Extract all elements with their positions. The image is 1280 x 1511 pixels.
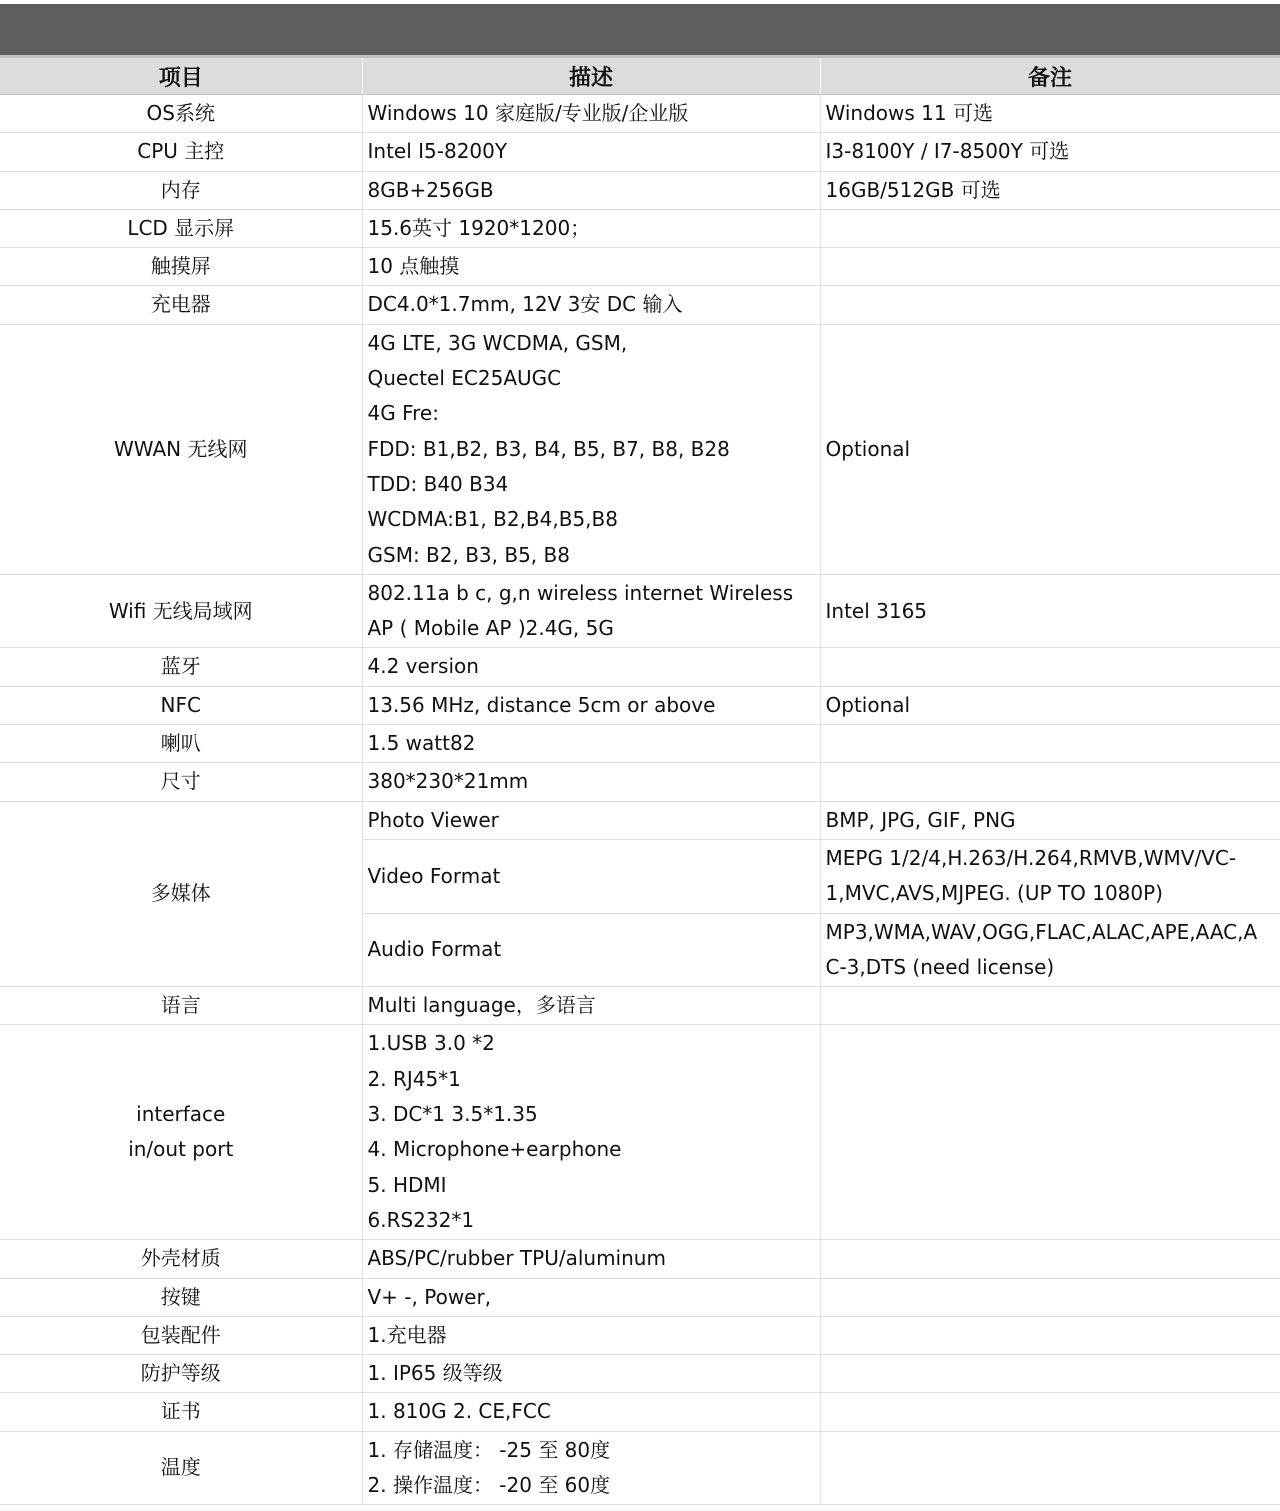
item-cell [0, 1240, 362, 1278]
description-cell [362, 324, 820, 574]
item-cell [0, 286, 362, 324]
description-cell-line: 2. RJ45*1 [367, 1066, 461, 1091]
description-cell-line: 4G Fre: [367, 401, 439, 426]
note-cell-line [826, 726, 1277, 761]
description-cell [362, 801, 820, 839]
note-cell [820, 1355, 1280, 1393]
item-cell [0, 686, 362, 724]
note-cell-line: BMP, JPG, GIF, PNG [825, 807, 1016, 832]
description-cell-line: 1. 810G 2. CE,FCC [367, 1399, 551, 1424]
note-cell [820, 574, 1280, 648]
description-cell-line: FDD: B1,B2, B3, B4, B5, B7, B8, B28 [367, 436, 730, 461]
item-cell-line: 语言 [160, 993, 201, 1018]
description-cell [362, 574, 820, 648]
description-cell-line: Windows 10 家庭版/专业版/企业版 [367, 101, 689, 125]
table-row [0, 574, 1280, 648]
description-cell-line: GSM: B2, B3, B5, B8 [367, 542, 570, 567]
note-cell-line [826, 211, 1277, 246]
item-cell [0, 1278, 362, 1316]
note-cell-line: I3-8100Y / I7-8500Y 可选 [825, 139, 1070, 164]
note-cell [820, 1316, 1280, 1354]
description-cell-line: ABS/PC/rubber TPU/aluminum [367, 1246, 666, 1271]
note-cell-line: MEPG 1/2/4,H.263/H.264,RMVB,WMV/VC- [825, 845, 1237, 870]
description-cell-line: 2. 操作温度： -20 至 60度 [367, 1472, 611, 1497]
table-row [0, 209, 1280, 247]
description-cell-line: 1.5 watt82 [367, 731, 476, 756]
note-cell [820, 95, 1280, 133]
description-cell [362, 1316, 820, 1354]
note-cell-line [826, 764, 1277, 799]
item-cell [0, 1025, 362, 1240]
item-cell [0, 1431, 362, 1505]
item-cell-line: WWAN 无线网 [114, 436, 248, 461]
table-row [0, 1240, 1280, 1278]
item-cell-line: NFC [160, 692, 201, 717]
table-row [0, 1025, 1280, 1240]
description-cell [362, 1025, 820, 1240]
note-cell [820, 913, 1280, 987]
item-cell-line: 充电器 [150, 292, 211, 317]
item-cell-line: CPU 主控 [137, 139, 225, 164]
header-note: 备注 [820, 58, 1280, 95]
description-cell [362, 95, 820, 133]
note-cell-line [826, 1318, 1277, 1353]
description-cell-line: 10 点触摸 [367, 254, 460, 279]
description-cell-line: Audio Format [367, 937, 502, 962]
description-cell-line: 1.充电器 [367, 1322, 447, 1347]
note-cell [820, 324, 1280, 574]
note-cell-line [826, 249, 1277, 284]
note-cell-line [826, 1394, 1277, 1429]
description-cell-line: 6.RS232*1 [367, 1207, 475, 1232]
table-row [0, 725, 1280, 763]
description-cell-line: 1.USB 3.0 *2 [367, 1031, 495, 1056]
note-cell-line: Intel 3165 [825, 598, 928, 623]
table-row [0, 133, 1280, 171]
note-cell [820, 801, 1280, 839]
description-cell [362, 1431, 820, 1505]
item-cell [0, 248, 362, 286]
description-cell-line: Photo Viewer [367, 807, 499, 832]
description-cell-line: 8GB+256GB [367, 177, 494, 202]
note-cell [820, 286, 1280, 324]
note-cell [820, 725, 1280, 763]
description-cell-line: V+ -, Power, [367, 1284, 492, 1309]
note-cell-line [826, 1280, 1277, 1315]
spec-table [0, 58, 1280, 1505]
note-cell-line: Optional [825, 436, 911, 461]
table-row [0, 286, 1280, 324]
note-cell-line [826, 1115, 1277, 1150]
table-row [0, 648, 1280, 686]
table-row [0, 95, 1280, 133]
table-row [0, 171, 1280, 209]
note-cell-line: Optional [825, 692, 911, 717]
item-cell [0, 763, 362, 801]
item-cell-line: LCD 显示屏 [127, 215, 235, 240]
description-cell-line: 4G LTE, 3G WCDMA, GSM, [367, 330, 628, 355]
note-cell [820, 209, 1280, 247]
note-cell [820, 686, 1280, 724]
item-cell [0, 171, 362, 209]
description-cell-line: Quectel EC25AUGC [367, 366, 562, 391]
item-cell [0, 133, 362, 171]
table-row [0, 1355, 1280, 1393]
note-cell [820, 1240, 1280, 1278]
table-row [0, 763, 1280, 801]
item-cell-line: Wifi 无线局域网 [108, 598, 253, 623]
header-description: 描述 [362, 58, 820, 95]
description-cell [362, 987, 820, 1025]
description-cell [362, 725, 820, 763]
note-cell-line [826, 287, 1277, 322]
description-cell [362, 763, 820, 801]
description-cell-line: TDD: B40 B34 [367, 471, 509, 496]
item-cell-line: 防护等级 [140, 1361, 221, 1386]
description-cell-line: 1. IP65 级等级 [367, 1361, 503, 1386]
item-cell-line: 证书 [160, 1399, 201, 1424]
description-cell-line: Intel I5-8200Y [367, 139, 508, 164]
top-banner [0, 4, 1280, 55]
note-cell [820, 1431, 1280, 1505]
table-body [0, 95, 1280, 1505]
table-row [0, 1431, 1280, 1505]
description-cell [362, 248, 820, 286]
note-cell [820, 763, 1280, 801]
item-cell [0, 209, 362, 247]
item-cell-line: 按键 [160, 1284, 201, 1309]
note-cell-line [826, 1241, 1277, 1276]
table-row [0, 1316, 1280, 1354]
note-cell [820, 987, 1280, 1025]
description-cell-line: 15.6英寸 1920*1200； [367, 215, 591, 240]
description-cell-line: 4.2 version [367, 654, 479, 679]
item-cell-line: OS系统 [146, 101, 215, 125]
item-cell-line: interface [136, 1102, 226, 1127]
note-cell-line [826, 1450, 1277, 1485]
header-item: 项目 [0, 58, 362, 95]
note-cell [820, 171, 1280, 209]
description-cell [362, 133, 820, 171]
item-cell [0, 1355, 362, 1393]
description-cell [362, 209, 820, 247]
note-cell-line: C-3,DTS (need license) [825, 954, 1055, 979]
table-row [0, 801, 1280, 839]
item-cell [0, 1393, 362, 1431]
description-cell-line: 4. Microphone+earphone [367, 1137, 622, 1162]
table-header-row [0, 58, 1280, 95]
description-cell-line: Multi language，多语言 [367, 993, 596, 1018]
description-cell-line: Video Format [367, 863, 501, 888]
item-cell-line: 温度 [160, 1455, 201, 1480]
item-cell [0, 725, 362, 763]
note-cell-line: Windows 11 可选 [825, 101, 993, 125]
description-cell [362, 913, 820, 987]
note-cell [820, 248, 1280, 286]
item-cell-line: 多媒体 [150, 881, 211, 906]
note-cell [820, 648, 1280, 686]
note-cell [820, 1278, 1280, 1316]
item-cell-line: 包装配件 [140, 1322, 221, 1347]
description-cell [362, 839, 820, 913]
note-cell-line [826, 1356, 1277, 1391]
item-cell [0, 801, 362, 986]
item-cell-line: in/out port [128, 1137, 234, 1162]
item-cell-line: 蓝牙 [160, 654, 201, 679]
item-cell-line: 内存 [160, 177, 201, 202]
description-cell [362, 1278, 820, 1316]
description-cell-line: DC4.0*1.7mm, 12V 3安 DC 输入 [367, 292, 683, 317]
item-cell [0, 648, 362, 686]
description-cell-line: 380*230*21mm [367, 769, 529, 794]
description-cell-line: AP ( Mobile AP )2.4G, 5G [367, 616, 614, 641]
description-cell-line: 5. HDMI [367, 1172, 447, 1197]
description-cell-line: 1. 存储温度： -25 至 80度 [367, 1437, 611, 1462]
table-row [0, 987, 1280, 1025]
description-cell [362, 648, 820, 686]
table-row [0, 686, 1280, 724]
note-cell-line: 1,MVC,AVS,MJPEG. (UP TO 1080P) [825, 881, 1163, 906]
item-cell-line: 触摸屏 [150, 254, 211, 279]
item-cell-line: 喇叭 [160, 731, 201, 756]
note-cell-line [826, 988, 1277, 1023]
description-cell [362, 1240, 820, 1278]
note-cell-line: 16GB/512GB 可选 [825, 177, 1001, 202]
item-cell [0, 1316, 362, 1354]
item-cell-line: 尺寸 [160, 769, 201, 794]
description-cell-line: WCDMA:B1, B2,B4,B5,B8 [367, 507, 618, 532]
item-cell [0, 95, 362, 133]
item-cell [0, 987, 362, 1025]
table-row [0, 324, 1280, 574]
note-cell [820, 1393, 1280, 1431]
note-cell-line: MP3,WMA,WAV,OGG,FLAC,ALAC,APE,AAC,A [825, 919, 1258, 944]
description-cell-line: 3. DC*1 3.5*1.35 [367, 1102, 538, 1127]
note-cell-line [826, 649, 1277, 684]
note-cell [820, 1025, 1280, 1240]
description-cell [362, 171, 820, 209]
description-cell-line: 802.11a b c, g,n wireless internet Wireless [367, 580, 794, 605]
note-cell [820, 133, 1280, 171]
description-cell [362, 1393, 820, 1431]
description-cell [362, 286, 820, 324]
item-cell [0, 324, 362, 574]
table-row [0, 248, 1280, 286]
item-cell [0, 574, 362, 648]
description-cell-line: 13.56 MHz, distance 5cm or above [367, 692, 716, 717]
table-row [0, 1278, 1280, 1316]
item-cell-line: 外壳材质 [140, 1246, 221, 1271]
description-cell [362, 1355, 820, 1393]
note-cell [820, 839, 1280, 913]
table-row [0, 1393, 1280, 1431]
description-cell [362, 686, 820, 724]
